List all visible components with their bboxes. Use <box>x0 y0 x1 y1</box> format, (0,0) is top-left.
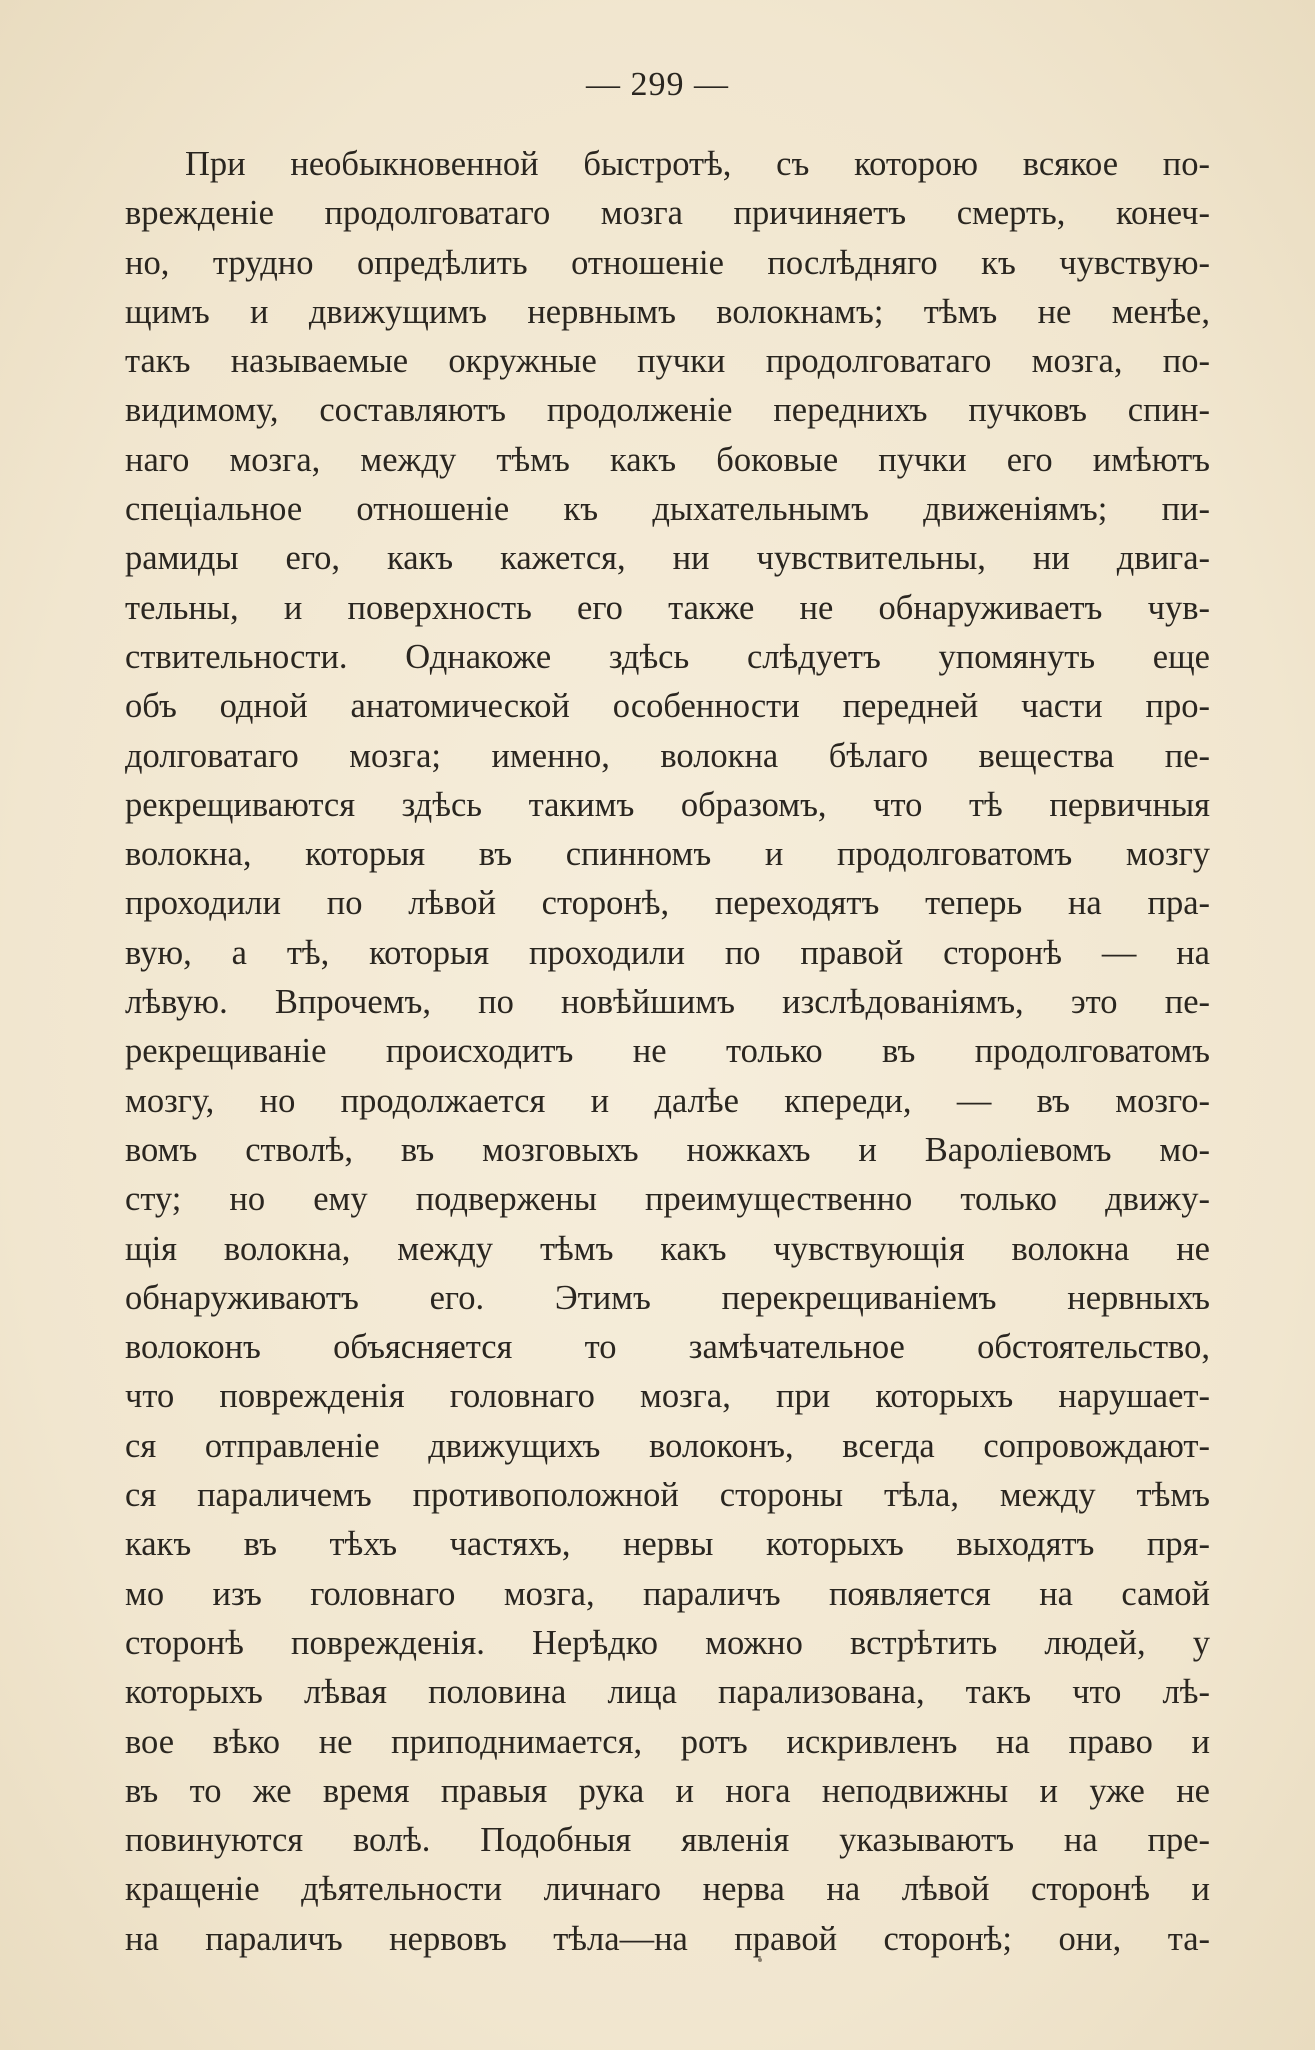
text-line: волоконъ объясняется то замѣчательное обстоятельство, <box>125 1328 1210 1367</box>
text-line: долговатаго мозга; именно, волокна бѣлаго вещества пе- <box>125 736 1210 775</box>
text-line: какъ въ тѣхъ частяхъ, нервы которыхъ выходятъ пря- <box>125 1525 1210 1564</box>
text-line: ствительности. Однакоже здѣсь слѣдуетъ упомянуть еще <box>125 637 1210 676</box>
text-line: тельны, и поверхность его также не обнаруживаетъ чув- <box>125 588 1210 627</box>
text-line: обнаруживаютъ его. Этимъ перекрещиваніемъ нервныхъ <box>125 1278 1210 1317</box>
text-line: рекрещиваніе происходитъ не только въ продолговатомъ <box>125 1032 1210 1071</box>
ink-speck <box>758 1958 762 1962</box>
text-line: щія волокна, между тѣмъ какъ чувствующія волокна не <box>125 1229 1210 1268</box>
text-line: проходили по лѣвой сторонѣ, переходятъ теперь на пра- <box>125 884 1210 923</box>
text-line: щимъ и движущимъ нервнымъ волокнамъ; тѣмъ не менѣе, <box>125 292 1210 331</box>
text-line: вую, а тѣ, которыя проходили по правой сторонѣ — на <box>125 933 1210 972</box>
body-text <box>125 140 1210 1964</box>
text-line: повинуются волѣ. Подобныя явленія указываютъ на пре- <box>125 1821 1210 1860</box>
text-line: волокна, которыя въ спинномъ и продолговатомъ мозгу <box>125 835 1210 874</box>
text-line: сторонѣ поврежденія. Нерѣдко можно встрѣтить людей, у <box>125 1623 1210 1662</box>
text-line: ся параличемъ противоположной стороны тѣла, между тѣмъ <box>125 1476 1210 1515</box>
text-line: наго мозга, между тѣмъ какъ боковые пучки его имѣютъ <box>125 440 1210 479</box>
text-line: которыхъ лѣвая половина лица парализована, такъ что лѣ- <box>125 1673 1210 1712</box>
text-line: сту; но ему подвержены преимущественно только движу- <box>125 1180 1210 1219</box>
text-line: лѣвую. Впрочемъ, по новѣйшимъ изслѣдованіямъ, это пе- <box>125 983 1210 1022</box>
text-line: рамиды его, какъ кажется, ни чувствительны, ни двига- <box>125 539 1210 578</box>
page-number: — 299 — <box>586 66 729 103</box>
text-line: мо изъ головнаго мозга, параличъ появляется на самой <box>125 1574 1210 1613</box>
text-line: на параличъ нервовъ тѣла—на правой сторонѣ; они, та- <box>125 1919 1210 1958</box>
text-line: вое вѣко не приподнимается, ротъ искривленъ на право и <box>125 1722 1210 1761</box>
text-line: врежденіе продолговатаго мозга причиняетъ смерть, конеч- <box>125 194 1210 233</box>
text-line: вомъ стволѣ, въ мозговыхъ ножкахъ и Вароліевомъ мо- <box>125 1130 1210 1169</box>
text-line: въ то же время правыя рука и нога неподвижны и уже не <box>125 1771 1210 1810</box>
text-line: видимому, составляютъ продолженіе переднихъ пучковъ спин- <box>125 391 1210 430</box>
text-line: что поврежденія головнаго мозга, при которыхъ нарушает- <box>125 1377 1210 1416</box>
text-line: кращеніе дѣятельности личнаго нерва на лѣвой сторонѣ и <box>125 1870 1210 1909</box>
text-line: объ одной анатомической особенности передней части про- <box>125 687 1210 726</box>
text-line: но, трудно опредѣлить отношеніе послѣдняго къ чувствую- <box>125 243 1210 282</box>
text-line: ся отправленіе движущихъ волоконъ, всегда сопровождают- <box>125 1426 1210 1465</box>
text-line: мозгу, но продолжается и далѣе кпереди, — въ мозго- <box>125 1081 1210 1120</box>
text-line: рекрещиваются здѣсь такимъ образомъ, что тѣ первичныя <box>125 785 1210 824</box>
text-line: При необыкновенной быстротѣ, съ которою всякое по- <box>185 145 1210 183</box>
text-line: спеціальное отношеніе къ дыхательнымъ движеніямъ; пи- <box>125 490 1210 529</box>
text-line: такъ называемые окружные пучки продолговатаго мозга, по- <box>125 342 1210 381</box>
